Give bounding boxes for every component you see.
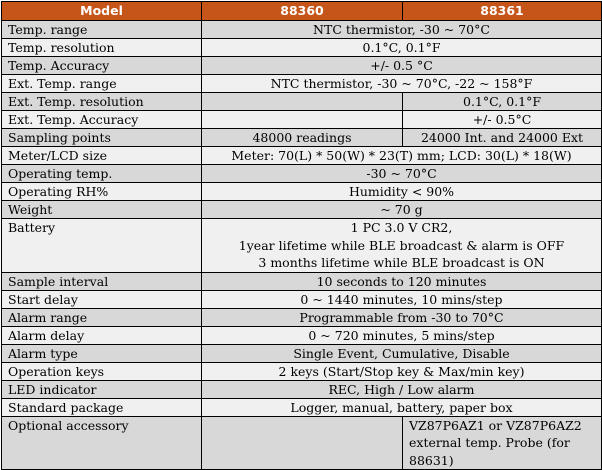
value-operating-rh: Humidity < 90% [202,183,602,201]
row-optional-accessory [2,416,602,470]
row-operation-keys [2,362,602,380]
header-col-88360: 88360 [202,2,403,21]
label-standard-package: Standard package [2,398,202,416]
battery-line-3: 3 months lifetime while BLE broadcast is ON [258,255,545,270]
value-ext-temp-resolution-88361: 0.1°C, 0.1°F [403,93,602,111]
value-alarm-range: Programmable from -30 to 70°C [202,308,602,326]
value-standard-package: Logger, manual, battery, paper box [202,398,602,416]
row-alarm-range [2,308,602,326]
value-ext-temp-accuracy-88361: +/- 0.5°C [403,111,602,129]
value-alarm-type: Single Event, Cumulative, Disable [202,344,602,362]
row-temp-range [2,21,602,39]
value-operation-keys: 2 keys (Start/Stop key & Max/min key) [202,362,602,380]
value-sample-interval: 10 seconds to 120 minutes [202,272,602,290]
row-weight [2,201,602,219]
label-optional-accessory: Optional accessory [2,416,202,470]
label-ext-temp-range: Ext. Temp. range [2,75,202,93]
row-alarm-delay [2,326,602,344]
row-sample-interval [2,272,602,290]
row-ext-temp-range [2,75,602,93]
label-temp-accuracy: Temp. Accuracy [2,57,202,75]
label-alarm-type: Alarm type [2,344,202,362]
value-led-indicator: REC, High / Low alarm [202,380,602,398]
row-battery [2,219,602,273]
accessory-line-2: external temp. Probe (for [409,435,570,450]
row-sampling-points [2,129,602,147]
value-temp-accuracy: +/- 0.5 °C [202,57,602,75]
value-sampling-points-88360: 48000 readings [202,129,403,147]
label-ext-temp-resolution: Ext. Temp. resolution [2,93,202,111]
label-sample-interval: Sample interval [2,272,202,290]
label-operating-rh: Operating RH% [2,183,202,201]
header-row [2,2,602,21]
value-optional-accessory-88360 [202,416,403,470]
value-ext-temp-resolution-88360 [202,93,403,111]
label-temp-resolution: Temp. resolution [2,39,202,57]
battery-line-2: 1year lifetime while BLE broadcast & alarm is OFF [238,237,565,253]
value-sampling-points-88361: 24000 Int. and 24000 Ext [403,129,602,147]
row-start-delay [2,290,602,308]
row-temp-resolution [2,39,602,57]
value-start-delay: 0 ~ 1440 minutes, 10 mins/step [202,290,602,308]
value-weight: ~ 70 g [202,201,602,219]
row-operating-rh [2,183,602,201]
value-temp-range: NTC thermistor, -30 ~ 70°C [202,21,602,39]
value-ext-temp-range: NTC thermistor, -30 ~ 70°C, -22 ~ 158°F [202,75,602,93]
accessory-line-3: 88631) [409,452,454,468]
label-sampling-points: Sampling points [2,129,202,147]
label-alarm-range: Alarm range [2,308,202,326]
label-led-indicator: LED indicator [2,380,202,398]
label-operating-temp: Operating temp. [2,165,202,183]
row-alarm-type [2,344,602,362]
label-ext-temp-accuracy: Ext. Temp. Accuracy [2,111,202,129]
row-temp-accuracy [2,57,602,75]
label-start-delay: Start delay [2,290,202,308]
label-weight: Weight [2,201,202,219]
value-alarm-delay: 0 ~ 720 minutes, 5 mins/step [202,326,602,344]
spec-table [1,1,602,470]
row-standard-package [2,398,602,416]
label-alarm-delay: Alarm delay [2,326,202,344]
header-model: Model [2,2,202,21]
value-temp-resolution: 0.1°C, 0.1°F [202,39,602,57]
label-meter-size: Meter/LCD size [2,147,202,165]
value-battery [202,219,602,273]
battery-line-1: 1 PC 3.0 V CR2, [350,220,453,235]
accessory-line-1: VZ87P6AZ1 or VZ87P6AZ2 [409,417,582,433]
row-operating-temp [2,165,602,183]
row-meter-size [2,147,602,165]
value-ext-temp-accuracy-88360 [202,111,403,129]
row-led-indicator [2,380,602,398]
label-temp-range: Temp. range [2,21,202,39]
value-operating-temp: -30 ~ 70°C [202,165,602,183]
label-operation-keys: Operation keys [2,362,202,380]
value-meter-size: Meter: 70(L) * 50(W) * 23(T) mm; LCD: 30(L) * 18(W) [202,147,602,165]
row-ext-temp-accuracy [2,111,602,129]
row-ext-temp-resolution [2,93,602,111]
label-battery: Battery [2,219,202,273]
value-optional-accessory-88361 [403,416,602,470]
header-col-88361: 88361 [403,2,602,21]
